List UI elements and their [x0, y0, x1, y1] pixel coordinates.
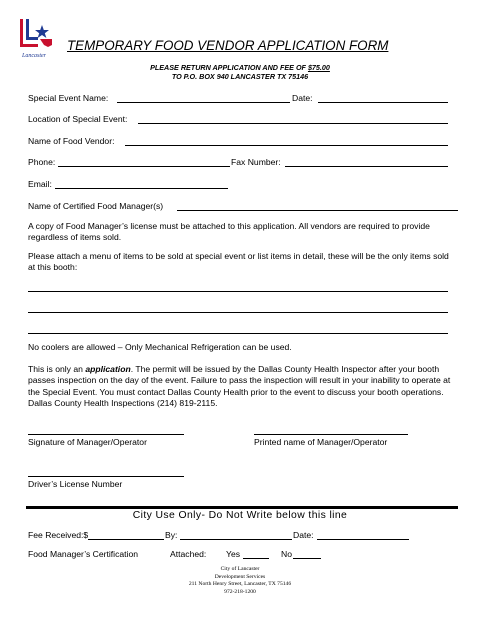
received-by-field[interactable] [180, 539, 292, 540]
fee-received-field[interactable] [88, 539, 164, 540]
mailing-address: TO P.O. BOX 940 LANCASTER TX 75146 [171, 72, 309, 81]
permit-note [28, 364, 452, 409]
certified-manager-field[interactable] [177, 210, 458, 211]
phone-label: Phone: [28, 157, 56, 167]
permit-emphasis: application [85, 364, 131, 374]
event-name-field[interactable] [117, 102, 290, 103]
office-date-field[interactable] [317, 539, 409, 540]
location-label: Location of Special Event: [28, 114, 128, 124]
office-use-bar [26, 506, 458, 509]
manager-signature-field[interactable] [28, 434, 184, 435]
email-label: Email: [28, 179, 52, 189]
footer-address [0, 566, 480, 596]
vendor-name-field[interactable] [125, 145, 448, 146]
printed-name-label: Printed name of Manager/Operator [254, 437, 388, 447]
fee-amount: $75.00 [307, 63, 330, 72]
fax-field[interactable] [285, 166, 448, 167]
logo-text: Lancaster [22, 53, 46, 59]
location-field[interactable] [138, 123, 448, 124]
received-by-label: By: [165, 530, 178, 540]
vendor-name-label: Name of Food Vendor: [28, 136, 115, 146]
date-field[interactable] [318, 102, 448, 103]
phone-field[interactable] [58, 166, 230, 167]
fee-received-label: Fee Received:$ [28, 530, 89, 540]
license-number-field[interactable] [28, 476, 184, 477]
office-date-label: Date: [293, 530, 314, 540]
office-use-heading: City Use Only- Do Not Write below this line [132, 510, 348, 521]
footer-phone: 972-218-1200 [224, 588, 256, 595]
fax-label: Fax Number: [231, 157, 281, 167]
footer-city: City of Lancaster [220, 566, 260, 572]
footer-street: 211 North Henry Street, Lancaster, TX 75146 [188, 581, 292, 588]
menu-line-2[interactable] [28, 312, 448, 313]
no-field[interactable] [293, 558, 321, 559]
permit-note-prefix: This is only an [28, 364, 86, 374]
event-name-label: Special Event Name: [28, 93, 109, 103]
coolers-note: No coolers are allowed – Only Mechanical Refrigeration can be used. [28, 342, 292, 352]
printed-name-field[interactable] [254, 434, 408, 435]
manager-signature-label: Signature of Manager/Operator [28, 437, 147, 447]
menu-note: Please attach a menu of items to be sold at special event or list items in detail, these will be the only items sold at this booth: [28, 251, 449, 273]
yes-field[interactable] [243, 558, 269, 559]
menu-line-1[interactable] [28, 291, 448, 292]
yes-label: Yes [226, 549, 241, 559]
return-instructions-text: PLEASE RETURN APPLICATION AND FEE OF [150, 63, 308, 72]
permit-note-body: . The permit will be issued by the Dallas County Health Inspector after your booth passes inspection on the day of the event. Failure to pass the inspection will result in your inability to operate at the Special Event. You must contact Dallas County Health prior to the event to discuss your booth operations. Dallas County Health Inspections (214) 819-2115. [28, 364, 451, 408]
no-label: No [281, 549, 292, 559]
date-label: Date: [292, 93, 313, 103]
email-field[interactable] [55, 188, 228, 189]
certified-manager-label: Name of Certified Food Manager(s) [28, 201, 164, 211]
menu-line-3[interactable] [28, 333, 448, 334]
license-note: A copy of Food Manager’s license must be attached to this application. All vendors are required to provide regardless of items sold. [28, 221, 430, 243]
return-instructions [0, 63, 480, 81]
attached-label: Attached: [170, 549, 207, 559]
footer-department: Development Services [214, 573, 266, 580]
certification-label: Food Manager’s Certification [28, 549, 139, 559]
page-title: TEMPORARY FOOD VENDOR APPLICATION FORM [67, 38, 389, 53]
license-number-label: Driver’s License Number [28, 479, 123, 489]
